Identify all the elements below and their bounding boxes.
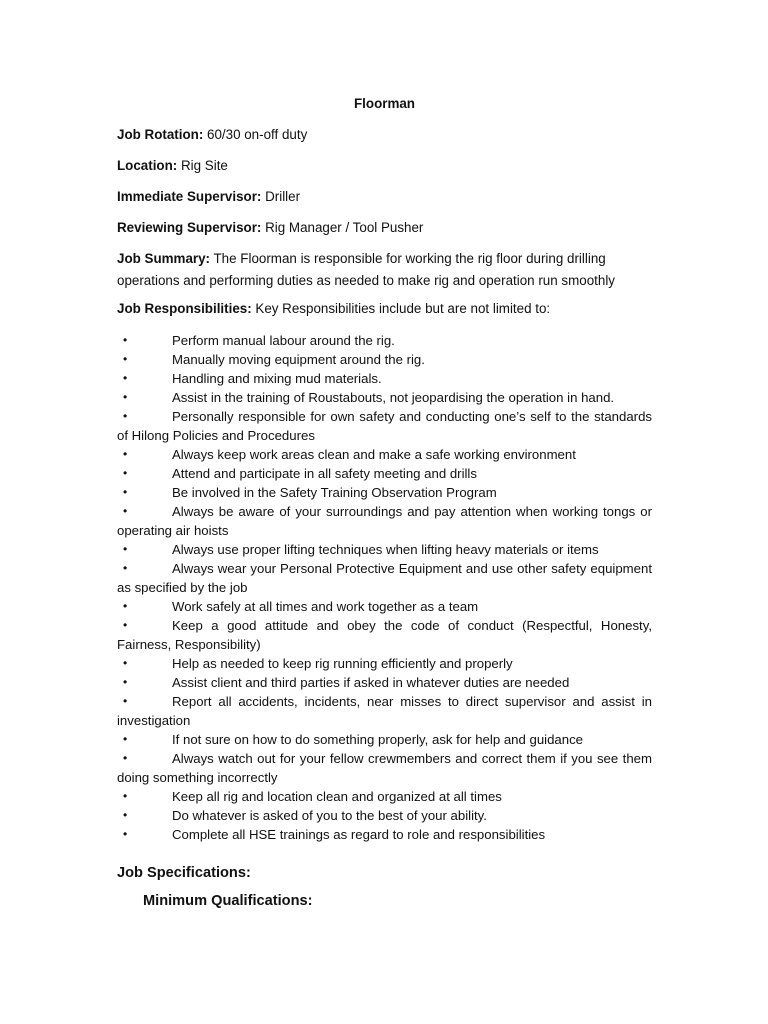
field-value: Rig Site xyxy=(177,158,228,173)
list-item-text: Work safely at all times and work together as a team xyxy=(172,599,479,614)
list-item-text: Assist client and third parties if asked in whatever duties are needed xyxy=(172,675,570,690)
minimum-qualifications-heading: Minimum Qualifications: xyxy=(143,893,313,909)
bullet-icon: • xyxy=(123,352,128,366)
document-page xyxy=(117,96,652,910)
list-item-text: Always be aware of your surroundings and pay attention when working tongs or operating air hoists xyxy=(117,504,652,538)
bullet-icon: • xyxy=(123,485,128,499)
list-item xyxy=(117,445,652,464)
bullet-icon: • xyxy=(123,694,128,708)
list-item xyxy=(117,749,652,787)
bullet-icon: • xyxy=(123,409,128,423)
bullet-icon: • xyxy=(123,827,128,841)
job-rotation-field xyxy=(117,127,652,143)
summary-label: Job Summary: xyxy=(117,251,211,266)
list-item-text: Always keep work areas clean and make a safe working environment xyxy=(172,447,576,462)
responsibilities-list xyxy=(117,331,652,844)
list-item-text: Keep a good attitude and obey the code of conduct (Respectful, Honesty, Fairness, Responsibility) xyxy=(117,618,652,652)
bullet-icon: • xyxy=(123,466,128,480)
list-item-text: Help as needed to keep rig running efficiently and properly xyxy=(172,656,513,671)
list-item-text: Attend and participate in all safety meeting and drills xyxy=(172,466,477,481)
list-item-text: Handling and mixing mud materials. xyxy=(172,371,382,386)
list-item xyxy=(117,806,652,825)
field-label: Location: xyxy=(117,158,178,173)
list-item xyxy=(117,502,652,540)
list-item-text: Always use proper lifting techniques when lifting heavy materials or items xyxy=(172,542,599,557)
list-item-text: Assist in the training of Roustabouts, not jeopardising the operation in hand. xyxy=(172,390,615,405)
bullet-icon: • xyxy=(123,447,128,461)
list-item xyxy=(117,597,652,616)
list-item xyxy=(117,692,652,730)
list-item-text: Be involved in the Safety Training Observation Program xyxy=(172,485,497,500)
list-item xyxy=(117,331,652,350)
summary-text: The Floorman is responsible for working the rig floor during drilling operations and performing duties as needed to make rig and operation run smoothly xyxy=(117,251,615,288)
bullet-icon: • xyxy=(123,732,128,746)
field-value: 60/30 on-off duty xyxy=(203,127,308,142)
bullet-icon: • xyxy=(123,390,128,404)
field-label: Immediate Supervisor: xyxy=(117,189,262,204)
list-item-text: Perform manual labour around the rig. xyxy=(172,333,395,348)
list-item xyxy=(117,825,652,844)
list-item xyxy=(117,540,652,559)
bullet-icon: • xyxy=(123,504,128,518)
list-item xyxy=(117,730,652,749)
list-item xyxy=(117,350,652,369)
list-item-text: Do whatever is asked of you to the best of your ability. xyxy=(172,808,487,823)
bullet-icon: • xyxy=(123,618,128,632)
list-item xyxy=(117,369,652,388)
reviewing-supervisor-field xyxy=(117,220,652,236)
location-field xyxy=(117,158,652,174)
list-item xyxy=(117,787,652,806)
bullet-icon: • xyxy=(123,656,128,670)
list-item xyxy=(117,673,652,692)
bullet-icon: • xyxy=(123,675,128,689)
list-item xyxy=(117,559,652,597)
bullet-icon: • xyxy=(123,789,128,803)
list-item-text: Manually moving equipment around the rig. xyxy=(172,352,425,367)
bullet-icon: • xyxy=(123,561,128,575)
list-item xyxy=(117,388,652,407)
field-value: Rig Manager / Tool Pusher xyxy=(261,220,424,235)
list-item-text: Personally responsible for own safety and conducting one’s self to the standards of Hilong Policies and Procedures xyxy=(117,409,652,443)
bullet-icon: • xyxy=(123,808,128,822)
list-item xyxy=(117,483,652,502)
job-summary xyxy=(117,248,652,292)
field-label: Reviewing Supervisor: xyxy=(117,220,262,235)
document-title: Floorman xyxy=(353,96,415,111)
immediate-supervisor-field xyxy=(117,189,652,205)
bullet-icon: • xyxy=(123,542,128,556)
list-item xyxy=(117,654,652,673)
bullet-icon: • xyxy=(123,751,128,765)
job-specifications-heading: Job Specifications: xyxy=(117,865,251,881)
list-item-text: Report all accidents, incidents, near misses to direct supervisor and assist in investigation xyxy=(117,694,652,728)
list-item xyxy=(117,407,652,445)
list-item xyxy=(117,616,652,654)
list-item-text: If not sure on how to do something properly, ask for help and guidance xyxy=(172,732,584,747)
list-item-text: Complete all HSE trainings as regard to role and responsibilities xyxy=(172,827,546,842)
list-item-text: Always watch out for your fellow crewmembers and correct them if you see them doing something incorrectly xyxy=(117,751,652,785)
field-label: Job Rotation: xyxy=(117,127,204,142)
bullet-icon: • xyxy=(123,371,128,385)
list-item-text: Always wear your Personal Protective Equipment and use other safety equipment as specified by the job xyxy=(117,561,652,595)
job-responsibilities-heading xyxy=(117,301,652,317)
list-item-text: Keep all rig and location clean and organized at all times xyxy=(172,789,502,804)
field-value: Driller xyxy=(261,189,301,204)
responsibilities-intro: Key Responsibilities include but are not limited to: xyxy=(251,301,551,316)
bullet-icon: • xyxy=(123,599,128,613)
list-item xyxy=(117,464,652,483)
responsibilities-label: Job Responsibilities: xyxy=(117,301,252,316)
bullet-icon: • xyxy=(123,333,128,347)
